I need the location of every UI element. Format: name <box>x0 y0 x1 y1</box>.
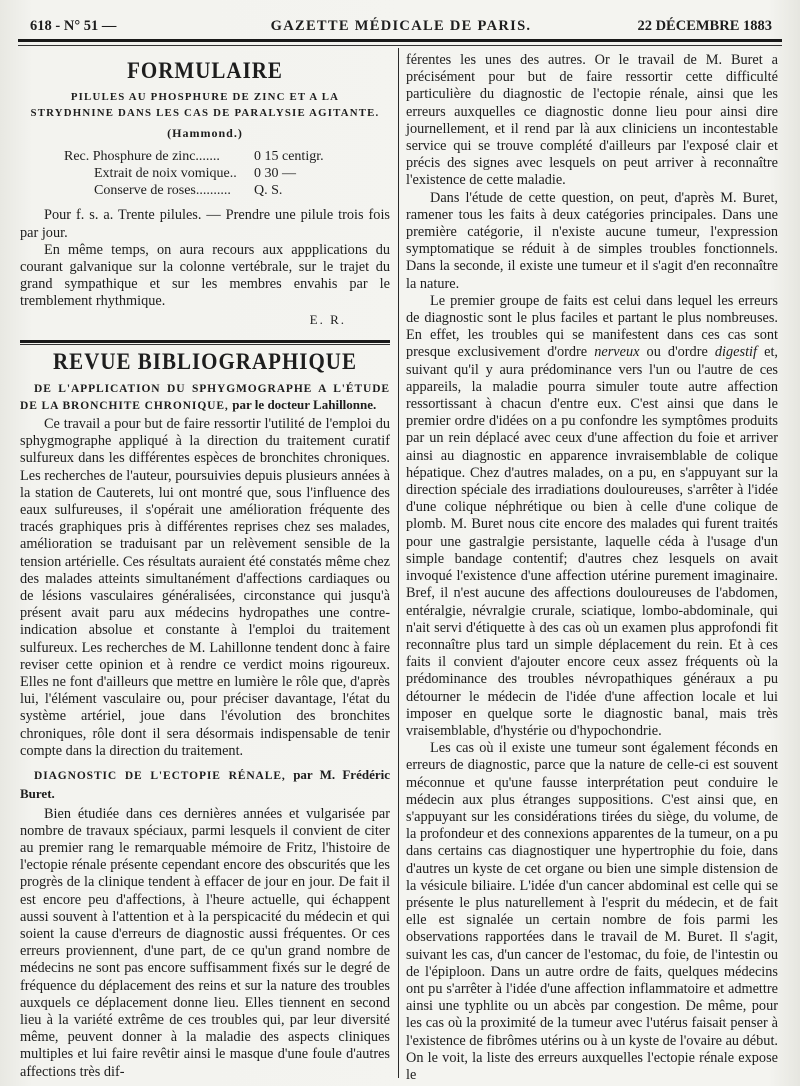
recipe-row <box>64 182 390 199</box>
formulaire-title: FORMULAIRE <box>127 56 283 84</box>
right-paragraph-2: Dans l'étude de cette question, on peut, d'après M. Buret, ramener tous les faits à deux catégories principales. Dans une première catégorie, il n'existe aucune tumeur, l'expression symptomatique se réduit à de simples troubles fonctionnels. Dans la seconde, il existe une tumeur et il s'agit d'en reconnaître la nature. <box>406 189 778 292</box>
formulaire-attribution: (Hammond.) <box>167 126 243 141</box>
article2-heading <box>20 766 390 803</box>
article1-heading <box>20 380 390 414</box>
recipe-list <box>64 148 390 199</box>
column-divider <box>398 48 399 1078</box>
issue-date: 22 DÉCEMBRE 1883 <box>637 18 772 34</box>
right-column <box>406 52 778 1084</box>
recipe-ingredient: Rec. Phosphure de zinc....... <box>64 149 220 165</box>
left-column <box>20 52 390 1081</box>
header-rule <box>18 39 782 42</box>
recipe-ingredient: Conserve de roses.......... <box>94 183 231 199</box>
p3-emphasis-nerveux: nerveux <box>594 344 640 361</box>
section-rule <box>20 340 390 343</box>
right-paragraph-4: Les cas où il existe une tumeur sont également féconds en erreurs de diagnostic, parce que la nature de celle-ci est souvent méconnue et qu'une fausse interprétation peut conduire le médecin aux plus étranges suppositions. C'est ainsi que, en s'appuyant sur les considérations tirées du siège, du volume, de la profondeur et des connexions apparentes de la tumeur, on a pu dans certains cas diagnostiquer une hypertrophie du foie, dans d'autres un kyste de cet organe ou bien une simple distension de la vésicule biliaire. L'idée d'un cancer abdominal est celle qui se présente le plus naturellement à l'esprit du médecin, et de fait elle est signalée un certain nombre de fois parmi les observations rapportées dans le travail de M. Buret. Il s'agit, suivant les cas, d'un cancer de l'estomac, du foie, de l'intestin ou de l'épiploon. Dans un autre ordre de faits, quelques médecins ont pu s'arrêter à l'idée d'une affection inflammatoire et admettre ainsi une typhlite ou un abcès par congestion. De même, pour les cas où la proximité de la tumeur avec l'utérus faisait penser à l'existence de fibrômes utérins ou à un kyste de l'ovaire au début. On le voit, la liste des erreurs auxquelles l'ectopie rénale expose le <box>406 740 778 1083</box>
recipe-quantity: 0 30 — <box>254 166 296 182</box>
article2-text: Bien étudiée dans ces dernières années et vulgarisée par nombre de travaux spéciaux, parmi lesquels il convient de citer au premier rang le remarquable mémoire de Fritz, l'histoire de l'ectopie rénale présente cependant encore des obscurités que les progrès de la clinique tendent à effacer de jour en jour. De fait il est encore peu d'affections, à l'heure actuelle, qui échappent aussi souvent à l'attention et à la perspicacité du médecin et qui soient la cause d'erreurs de diagnostic aussi fréquentes. Or ces erreurs proviennent, d'une part, de ce qu'un grand nombre de médecins ne sont pas encore suffisamment fixés sur le degré de fréquence du déplacement des reins et sur la nature des troubles auxquels ce déplacement donne lieu. Elles tiennent en second lieu à la variété extrême de ces troubles qui, par leur diversité même, peuvent donner à la maladie des aspects cliniques multiples et lui faire revêtir ainsi le masque d'une foule d'autres affections très dif- <box>20 805 390 1080</box>
article1-author: par le docteur Lahillonne. <box>232 397 377 413</box>
formulaire-subtitle: PILULES AU PHOSPHURE DE ZINC ET A LA STRYDHNINE DANS LES CAS DE PARALYSIE AGITANTE. <box>30 91 380 120</box>
p3-text-b: ou d'ordre <box>639 344 715 361</box>
article1-text: Ce travail a pour but de faire ressortir l'utilité de l'emploi du sphygmographe appliqué à la direction du traitement curatif sulfureux dans les différentes espèces de bronchites chroniques. Les recherches de l'auteur, poursuivies depuis plusieurs années à la station de Cauterets, lui ont montré que, sous l'influence des eaux sulfureuses, il s'opérait une amélioration fréquente des tracés graphiques pris à différentes reprises chez ses malades, amélioration se traduisant par un relèvement sensible de la tension artérielle. Ces résultats auraient été constatés même chez des malades atteints simultanément d'affections cardiaques ou de lésions vasculaires généralisées, circonstance qui jusqu'à présent avait paru aux médecins hydropathes une contre-indication absolue et constante à l'emploi du traitement sulfureux. Les recherches de M. Lahillonne tendent donc à faire reviser cette opinion et à rendre ce verdict moins rigoureux. Elles ne font d'ailleurs que mettre en lumière le rôle que, d'après lui, l'élément vasculaire ou, pour préciser davantage, l'état du système artériel, joue dans l'évolution des bronchites chroniques, rôle dont il sera désormais indispensable de tenir compte dans la direction du traitement. <box>20 416 390 759</box>
issue-number: N° 51 — <box>63 18 117 34</box>
formulaire-signature: E. R. <box>309 311 346 327</box>
formulaire-paragraph: En même temps, on aura recours aux appplications du courant galvanique sur la colonne vertébrale, sur le trajet du grand sympathique et sur les membres envahis par le tremblement rhythmique. <box>20 241 390 310</box>
recipe-row <box>64 165 390 182</box>
page-number: 618 - <box>30 18 61 34</box>
article2-title: DIAGNOSTIC DE L'ECTOPIE RÉNALE, <box>34 770 286 783</box>
recipe-quantity: 0 15 centigr. <box>254 149 324 165</box>
formulaire-instructions: Pour f. s. a. Trente pilules. — Prendre une pilule trois fois par jour. <box>20 207 390 241</box>
article2-author: par M. Frédéric Buret. <box>20 767 390 802</box>
recipe-ingredient: Extrait de noix vomique.. <box>94 166 237 182</box>
right-paragraph-3 <box>406 293 778 740</box>
section-rule-thin <box>20 344 390 345</box>
right-paragraph-1: férentes les unes des autres. Or le travail de M. Buret a précisément pour but de faire ressortir cette difficulté particulière du diagnostic de l'ectopie rénale, ainsi que les erreurs auxquelles ce diagnostic donne lieu pour ainsi dire journellement, et il rend par là aux cliniciens un incontestable service qui se trouve complété d'ailleurs par l'exposé clair et précis des signes avec lesquels on peut arriver à reconnaître l'existence de cette maladie. <box>406 52 778 189</box>
header-rule-thin <box>18 45 782 46</box>
p3-emphasis-digestif: digestif <box>714 344 758 361</box>
page-header <box>30 16 772 38</box>
journal-title: GAZETTE MÉDICALE DE PARIS. <box>270 18 532 34</box>
p3-text-a: Le premier groupe de faits est celui dans lequel les erreurs de diagnostic sont le plus faciles et partant le plus nombreuses. En effet, les troubles qui se manifestent dans ces cas sont presque exclusivement d'ordre <box>406 292 778 361</box>
article1-title: DE L'APPLICATION DU SPHYGMOGRAPHE A L'ÉTUDE DE LA BRONCHITE CHRONIQUE, <box>20 383 390 413</box>
revue-title: REVUE BIBLIOGRAPHIQUE <box>53 347 357 375</box>
p3-text-c: et, suivant qu'il y aura prédominance vers l'un ou l'autre de ces appareils, la maladie pourra simuler toute autre affection ressortissant à chacun d'entre eux. C'est ainsi que dans le premier ordre d'idées on a pu confondre les symptômes produits par un rein déplacé avec ceux d'une affection du foie et arriver ainsi au diagnostic en apparence invraisemblable de colique hépatique. Chez d'autres malades, on a pu, en s'appuyant sur la direction spéciale des irradiations douloureuses, s'arrêter à l'idée d'une colique néphrétique ou bien à celle d'une colique de plomb. M. Buret nous cite encore des malades qui furent traités pour une gastralgie persistante, laquelle céda à l'usage d'un simple bandage contentif; d'autres chez lesquels on avait invoqué l'existence d'une affection utérine purement imaginaire. Bref, il n'est aucune des affections douloureuses de l'abdomen, entéralgie, névralgie crurale, sciatique, lombo-abdominale, qui n'ait servi d'étiquette à des cas où un examen plus approfondi fit reconnaître plus tard un simple déplacement du rein. Et à ces faits il convient d'ajouter encore ceux assez fréquents où la prédominance des troubles névropathiques généraux a pu détourner le médecin de l'idée d'une affection locale et lui imposer en quelque sorte le diagnostic banal, mais très vraisemblable, d'hystérie ou d'hypochondrie. <box>406 344 778 739</box>
recipe-row <box>64 148 390 165</box>
recipe-quantity: Q. S. <box>254 183 283 199</box>
